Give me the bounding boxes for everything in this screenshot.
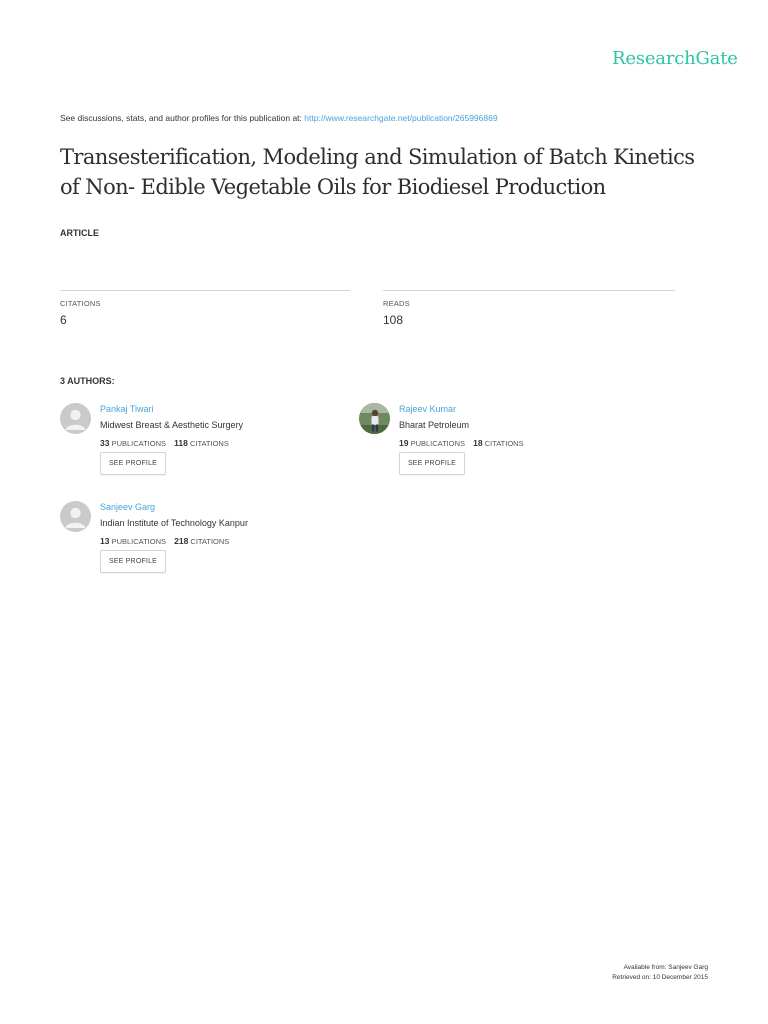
- citations-divider: [60, 290, 350, 291]
- footer-info: [560, 963, 708, 983]
- publications-label: PUBLICATIONS: [111, 537, 167, 546]
- citations-label: CITATIONS: [60, 299, 101, 308]
- default-avatar-icon[interactable]: [60, 501, 91, 532]
- discussion-notice: [60, 113, 498, 123]
- author-stats: [100, 536, 229, 546]
- discussion-text: See discussions, stats, and author profiles for this publication at:: [60, 113, 305, 123]
- citations-label: CITATIONS: [190, 537, 230, 546]
- citations-count: 18: [473, 438, 483, 448]
- publication-title: [60, 142, 720, 202]
- author-card: [60, 403, 340, 483]
- author-institution: Indian Institute of Technology Kanpur: [100, 518, 248, 528]
- title-line-2: of Non- Edible Vegetable Oils for Biodiesel Production: [60, 175, 606, 199]
- reads-count: 108: [383, 313, 404, 327]
- author-institution: Bharat Petroleum: [399, 420, 470, 430]
- citations-count: 6: [60, 313, 67, 327]
- photo-avatar[interactable]: [359, 403, 390, 434]
- researchgate-logo[interactable]: ResearchGate: [612, 48, 738, 69]
- title-line-1: Transesterification, Modeling and Simulation of Batch Kinetics: [60, 145, 695, 169]
- see-profile-button[interactable]: SEE PROFILE: [100, 452, 166, 475]
- author-card: [60, 501, 340, 581]
- reads-divider: [383, 290, 675, 291]
- see-profile-button[interactable]: SEE PROFILE: [100, 550, 166, 573]
- authors-heading: 3 AUTHORS:: [60, 376, 115, 386]
- publication-type: ARTICLE: [60, 228, 99, 238]
- publication-link[interactable]: http://www.researchgate.net/publication/265996869: [304, 113, 498, 123]
- author-stats: [399, 438, 524, 448]
- publications-count: 33: [100, 438, 110, 448]
- retrieved-on: Retrieved on: 10 December 2015: [612, 974, 708, 981]
- citations-count: 218: [174, 536, 189, 546]
- publications-count: 19: [399, 438, 409, 448]
- publications-label: PUBLICATIONS: [111, 439, 167, 448]
- author-name[interactable]: Sanjeev Garg: [100, 502, 156, 512]
- reads-label: READS: [383, 299, 410, 308]
- publications-label: PUBLICATIONS: [410, 439, 466, 448]
- author-name[interactable]: Pankaj Tiwari: [100, 404, 154, 414]
- author-name[interactable]: Rajeev Kumar: [399, 404, 457, 414]
- citations-count: 118: [174, 438, 188, 448]
- citations-label: CITATIONS: [484, 439, 524, 448]
- citations-label: CITATIONS: [189, 439, 229, 448]
- available-from: Available from: Sanjeev Garg: [623, 964, 708, 971]
- author-card: [359, 403, 639, 483]
- default-avatar-icon[interactable]: [60, 403, 91, 434]
- see-profile-button[interactable]: SEE PROFILE: [399, 452, 465, 475]
- author-institution: Midwest Breast & Aesthetic Surgery: [100, 420, 244, 430]
- author-stats: [100, 438, 229, 448]
- publications-count: 13: [100, 536, 110, 546]
